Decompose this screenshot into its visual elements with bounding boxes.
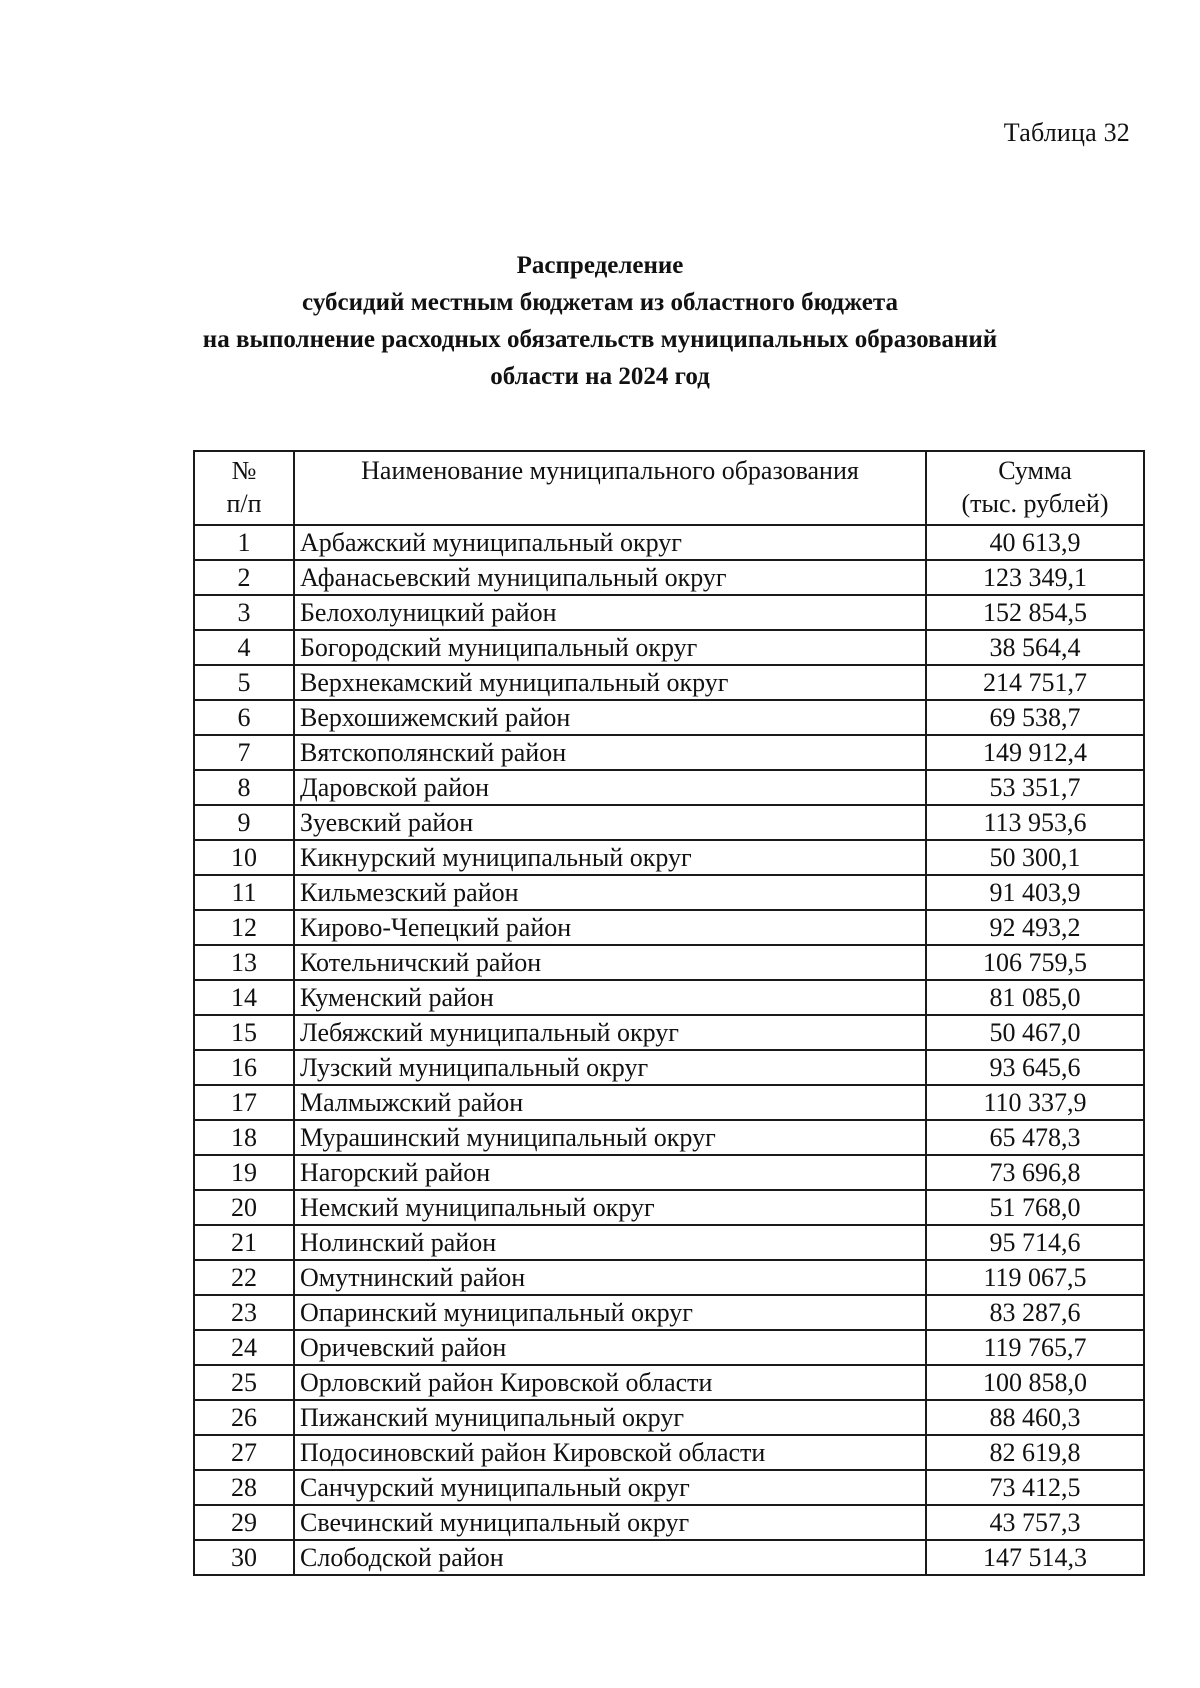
- row-amount: 119 765,7: [926, 1330, 1144, 1365]
- table-row: [194, 525, 1144, 560]
- row-number: 13: [194, 945, 294, 980]
- title-line: субсидий местным бюджетам из областного бюджета: [302, 289, 898, 316]
- row-amount: 106 759,5: [926, 945, 1144, 980]
- row-municipality-name: Кирово-Чепецкий район: [294, 910, 926, 945]
- header-sum-line2: (тыс. рублей): [961, 489, 1109, 518]
- row-number: 12: [194, 910, 294, 945]
- row-number: 3: [194, 595, 294, 630]
- row-amount: 92 493,2: [926, 910, 1144, 945]
- row-amount: 69 538,7: [926, 700, 1144, 735]
- row-municipality-name: Вятскополянский район: [294, 735, 926, 770]
- header-name: Наименование муниципального образования: [294, 451, 926, 525]
- header-number-line1: №: [231, 456, 257, 485]
- row-municipality-name: Мурашинский муниципальный округ: [294, 1120, 926, 1155]
- row-number: 18: [194, 1120, 294, 1155]
- row-number: 16: [194, 1050, 294, 1085]
- table-row: [194, 840, 1144, 875]
- row-municipality-name: Оричевский район: [294, 1330, 926, 1365]
- row-number: 24: [194, 1330, 294, 1365]
- row-amount: 53 351,7: [926, 770, 1144, 805]
- row-number: 21: [194, 1225, 294, 1260]
- row-amount: 113 953,6: [926, 805, 1144, 840]
- row-amount: 65 478,3: [926, 1120, 1144, 1155]
- header-number-line2: п/п: [226, 489, 262, 518]
- row-municipality-name: Свечинский муниципальный округ: [294, 1505, 926, 1540]
- row-amount: 88 460,3: [926, 1400, 1144, 1435]
- row-number: 8: [194, 770, 294, 805]
- row-municipality-name: Даровской район: [294, 770, 926, 805]
- table-body: [194, 525, 1144, 1575]
- row-number: 5: [194, 665, 294, 700]
- row-amount: 93 645,6: [926, 1050, 1144, 1085]
- table-row: [194, 1225, 1144, 1260]
- header-sum-line1: Сумма: [998, 456, 1072, 485]
- row-number: 14: [194, 980, 294, 1015]
- row-number: 2: [194, 560, 294, 595]
- table-row: [194, 1190, 1144, 1225]
- table-row: [194, 1435, 1144, 1470]
- row-municipality-name: Нолинский район: [294, 1225, 926, 1260]
- row-amount: 51 768,0: [926, 1190, 1144, 1225]
- row-number: 27: [194, 1435, 294, 1470]
- table-row: [194, 560, 1144, 595]
- row-amount: 81 085,0: [926, 980, 1144, 1015]
- row-municipality-name: Котельничский район: [294, 945, 926, 980]
- row-municipality-name: Нагорский район: [294, 1155, 926, 1190]
- row-amount: 82 619,8: [926, 1435, 1144, 1470]
- row-municipality-name: Богородский муниципальный округ: [294, 630, 926, 665]
- row-number: 19: [194, 1155, 294, 1190]
- table-row: [194, 1085, 1144, 1120]
- table-row: [194, 1120, 1144, 1155]
- row-amount: 149 912,4: [926, 735, 1144, 770]
- row-municipality-name: Кильмезский район: [294, 875, 926, 910]
- table-row: [194, 1050, 1144, 1085]
- row-municipality-name: Орловский район Кировской области: [294, 1365, 926, 1400]
- table-number-label: Таблица 32: [1003, 118, 1130, 147]
- table-row: [194, 770, 1144, 805]
- row-amount: 50 300,1: [926, 840, 1144, 875]
- row-municipality-name: Лебяжский муниципальный округ: [294, 1015, 926, 1050]
- row-amount: 38 564,4: [926, 630, 1144, 665]
- row-number: 6: [194, 700, 294, 735]
- row-number: 20: [194, 1190, 294, 1225]
- document-title: [0, 247, 1200, 395]
- row-number: 7: [194, 735, 294, 770]
- table-row: [194, 595, 1144, 630]
- row-number: 28: [194, 1470, 294, 1505]
- row-municipality-name: Подосиновский район Кировской области: [294, 1435, 926, 1470]
- table-row: [194, 1470, 1144, 1505]
- row-number: 25: [194, 1365, 294, 1400]
- row-municipality-name: Санчурский муниципальный округ: [294, 1470, 926, 1505]
- row-municipality-name: Немский муниципальный округ: [294, 1190, 926, 1225]
- row-amount: 91 403,9: [926, 875, 1144, 910]
- table-row: [194, 1365, 1144, 1400]
- table-row: [194, 980, 1144, 1015]
- row-number: 11: [194, 875, 294, 910]
- row-municipality-name: Опаринский муниципальный округ: [294, 1295, 926, 1330]
- row-amount: 119 067,5: [926, 1260, 1144, 1295]
- row-number: 17: [194, 1085, 294, 1120]
- table-row: [194, 1540, 1144, 1575]
- row-municipality-name: Кикнурский муниципальный округ: [294, 840, 926, 875]
- table-header-row: [194, 451, 1144, 525]
- table-row: [194, 1330, 1144, 1365]
- row-municipality-name: Арбажский муниципальный округ: [294, 525, 926, 560]
- row-amount: 147 514,3: [926, 1540, 1144, 1575]
- row-number: 23: [194, 1295, 294, 1330]
- row-amount: 152 854,5: [926, 595, 1144, 630]
- row-amount: 40 613,9: [926, 525, 1144, 560]
- table-row: [194, 630, 1144, 665]
- row-municipality-name: Верхошижемский район: [294, 700, 926, 735]
- row-amount: 43 757,3: [926, 1505, 1144, 1540]
- row-amount: 100 858,0: [926, 1365, 1144, 1400]
- table-row: [194, 1400, 1144, 1435]
- row-number: 22: [194, 1260, 294, 1295]
- table-row: [194, 1260, 1144, 1295]
- row-amount: 73 696,8: [926, 1155, 1144, 1190]
- row-number: 1: [194, 525, 294, 560]
- row-number: 15: [194, 1015, 294, 1050]
- row-amount: 50 467,0: [926, 1015, 1144, 1050]
- table-row: [194, 805, 1144, 840]
- table-row: [194, 1155, 1144, 1190]
- title-line: на выполнение расходных обязательств муниципальных образований: [202, 326, 998, 353]
- row-amount: 214 751,7: [926, 665, 1144, 700]
- title-line: области на 2024 год: [490, 363, 710, 390]
- row-number: 30: [194, 1540, 294, 1575]
- row-number: 29: [194, 1505, 294, 1540]
- row-municipality-name: Афанасьевский муниципальный округ: [294, 560, 926, 595]
- row-amount: 73 412,5: [926, 1470, 1144, 1505]
- table-row: [194, 735, 1144, 770]
- table-row: [194, 875, 1144, 910]
- row-municipality-name: Куменский район: [294, 980, 926, 1015]
- row-municipality-name: Омутнинский район: [294, 1260, 926, 1295]
- row-number: 10: [194, 840, 294, 875]
- row-municipality-name: Зуевский район: [294, 805, 926, 840]
- title-line: Распределение: [516, 252, 684, 279]
- row-number: 9: [194, 805, 294, 840]
- table-row: [194, 945, 1144, 980]
- subsidy-table: [193, 450, 1145, 1576]
- row-amount: 123 349,1: [926, 560, 1144, 595]
- row-municipality-name: Лузский муниципальный округ: [294, 1050, 926, 1085]
- row-amount: 83 287,6: [926, 1295, 1144, 1330]
- header-number: [194, 451, 294, 525]
- row-number: 26: [194, 1400, 294, 1435]
- table-row: [194, 1505, 1144, 1540]
- row-municipality-name: Пижанский муниципальный округ: [294, 1400, 926, 1435]
- row-amount: 95 714,6: [926, 1225, 1144, 1260]
- table-row: [194, 1015, 1144, 1050]
- header-sum: [926, 451, 1144, 525]
- row-municipality-name: Верхнекамский муниципальный округ: [294, 665, 926, 700]
- row-amount: 110 337,9: [926, 1085, 1144, 1120]
- row-municipality-name: Малмыжский район: [294, 1085, 926, 1120]
- table-row: [194, 1295, 1144, 1330]
- row-number: 4: [194, 630, 294, 665]
- table-row: [194, 665, 1144, 700]
- table-row: [194, 700, 1144, 735]
- row-municipality-name: Слободской район: [294, 1540, 926, 1575]
- table-row: [194, 910, 1144, 945]
- row-municipality-name: Белохолуницкий район: [294, 595, 926, 630]
